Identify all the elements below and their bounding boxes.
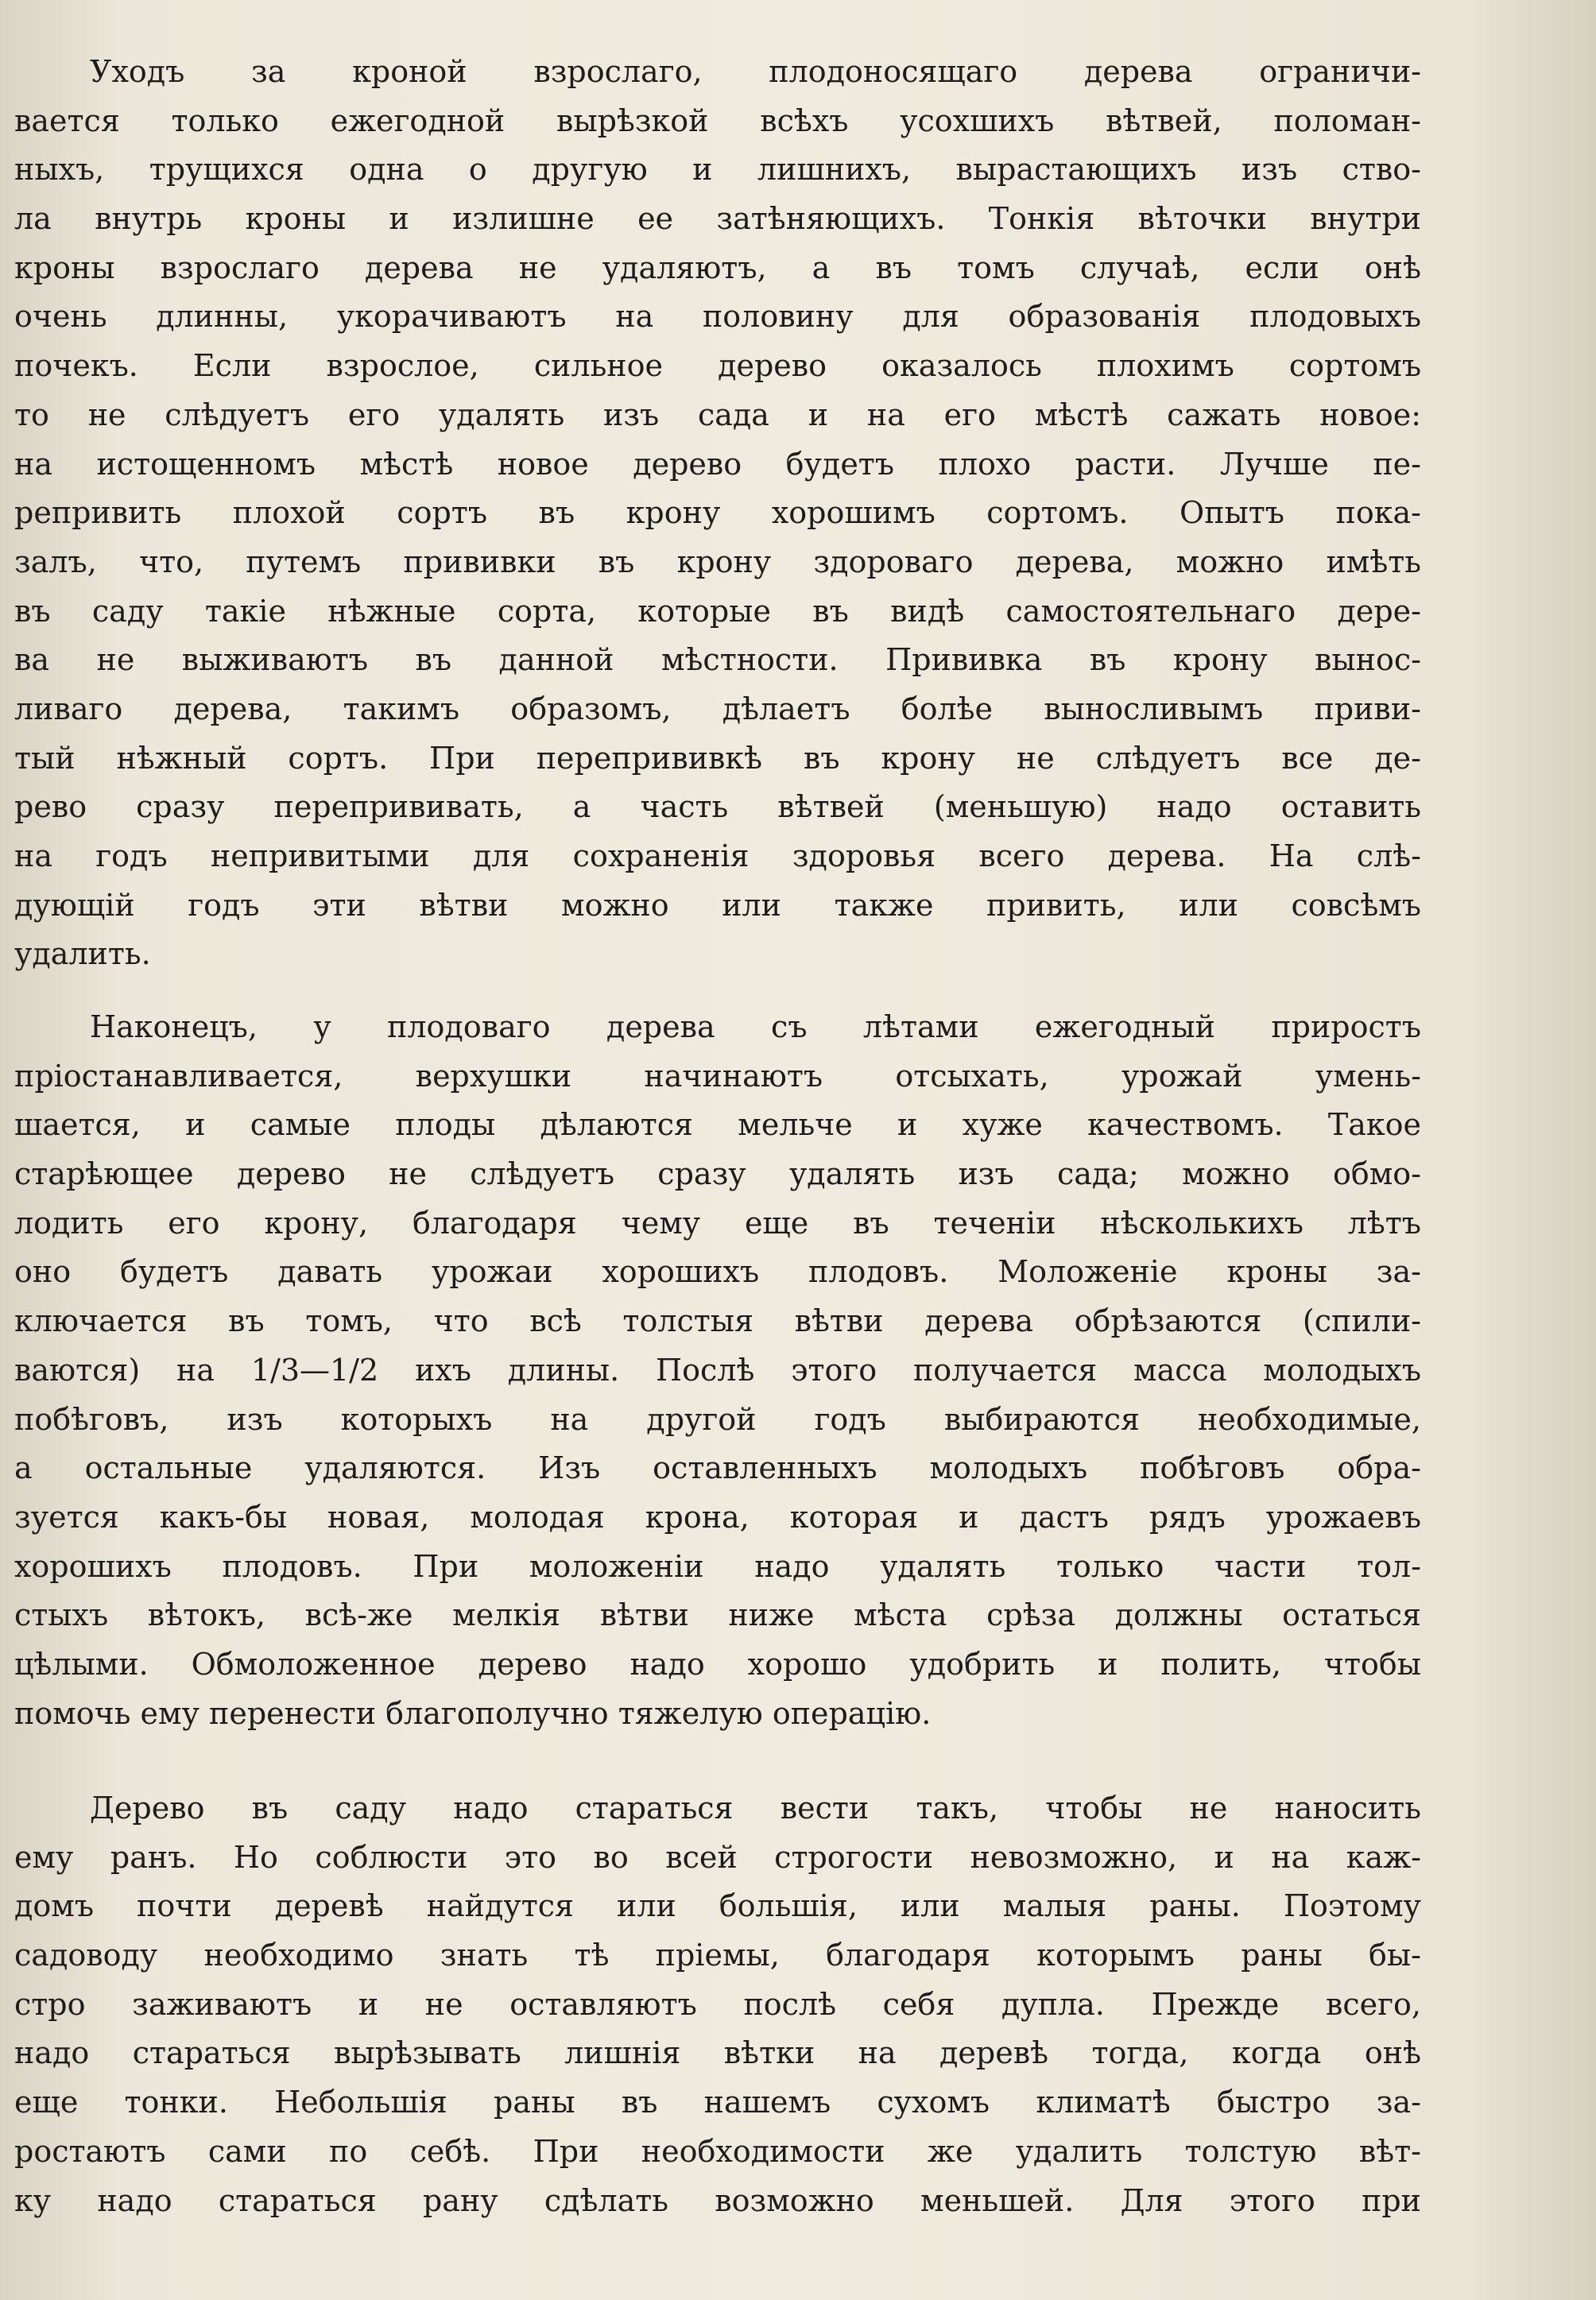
text-line: домъ почти деревѣ найдутся или большія, или малыя раны. Поэтому — [14, 1888, 1421, 1924]
text-line: еще тонки. Небольшія раны въ нашемъ сухомъ климатѣ быстро за- — [14, 2085, 1421, 2120]
text-line: помочь ему перенести благополучно тяжелую операцію. — [14, 1695, 932, 1731]
paragraph-wounds — [14, 1784, 1421, 2225]
text-line: ваются) на 1/3—1/2 ихъ длины. Послѣ этого получается масса молодыхъ — [14, 1352, 1421, 1388]
text-line: почекъ. Если взрослое, сильное дерево оказалось плохимъ сортомъ — [14, 348, 1421, 384]
text-line: удалить. — [14, 936, 151, 972]
text-line: старѣющее дерево не слѣдуетъ сразу удалять изъ сада; можно обмо- — [14, 1156, 1421, 1192]
text-line: ключается въ томъ, что всѣ толстыя вѣтви дерева обрѣзаются (спили- — [14, 1303, 1421, 1339]
text-line: Наконецъ, у плодоваго дерева съ лѣтами ежегодный приростъ — [90, 1009, 1421, 1044]
text-line: на годъ непривитыми для сохраненія здоровья всего дерева. На слѣ- — [14, 838, 1421, 873]
text-line: рево сразу перепрививать, а часть вѣтвей (меньшую) надо оставить — [14, 789, 1421, 825]
text-line: то не слѣдуетъ его удалять изъ сада и на его мѣстѣ сажать новое: — [14, 397, 1421, 432]
text-line: тый нѣжный сортъ. При перепрививкѣ въ крону не слѣдуетъ все де- — [14, 740, 1421, 776]
text-line: репривить плохой сортъ въ крону хорошимъ сортомъ. Опытъ пока- — [14, 495, 1421, 531]
paragraph-crown-care — [14, 48, 1421, 979]
text-line: кроны взрослаго дерева не удаляютъ, а въ томъ случаѣ, если онѣ — [14, 250, 1421, 285]
text-line: побѣговъ, изъ которыхъ на другой годъ выбираются необходимые, — [14, 1401, 1421, 1437]
paragraph-rejuvenation — [14, 1003, 1421, 1738]
text-line: ва не выживаютъ въ данной мѣстности. Прививка въ крону вынос- — [14, 642, 1421, 678]
text-line: ку надо стараться рану сдѣлать возможно меньшей. Для этого при — [14, 2182, 1421, 2218]
text-line: а остальные удаляются. Изъ оставленныхъ молодыхъ побѣговъ обра- — [14, 1450, 1421, 1486]
text-line: Дерево въ саду надо стараться вести такъ, чтобы не наносить — [90, 1791, 1421, 1826]
text-line: вается только ежегодной вырѣзкой всѣхъ усохшихъ вѣтвей, поломан- — [14, 103, 1421, 138]
text-line: залъ, что, путемъ прививки въ крону здороваго дерева, можно имѣть — [14, 544, 1421, 579]
text-line: хорошихъ плодовъ. При моложеніи надо удалять только части тол- — [14, 1548, 1421, 1584]
text-line: лодить его крону, благодаря чему еще въ теченіи нѣсколькихъ лѣтъ — [14, 1205, 1421, 1241]
text-line: ему ранъ. Но соблюсти это во всей строгости невозможно, и на каж- — [14, 1839, 1421, 1875]
text-line: шается, и самые плоды дѣлаются мельче и хуже качествомъ. Такое — [14, 1107, 1421, 1143]
text-line: садоводу необходимо знать тѣ пріемы, благодаря которымъ раны бы- — [14, 1938, 1421, 1973]
text-line: ла внутрь кроны и излишне ее затѣняющихъ. Тонкія вѣточки внутри — [14, 201, 1421, 237]
text-line: зуется какъ-бы новая, молодая крона, которая и дастъ рядъ урожаевъ — [14, 1499, 1421, 1535]
text-line: стро заживаютъ и не оставляютъ послѣ себя дупла. Прежде всего, — [14, 1986, 1421, 2022]
text-line: цѣлыми. Обмоложенное дерево надо хорошо удобрить и полить, чтобы — [14, 1646, 1421, 1682]
text-line: въ саду такіе нѣжные сорта, которые въ видѣ самостоятельнаго дере- — [14, 593, 1421, 629]
text-line: пріостанавливается, верхушки начинаютъ отсыхать, урожай умень- — [14, 1058, 1421, 1094]
text-line: на истощенномъ мѣстѣ новое дерево будетъ плохо расти. Лучше пе- — [14, 446, 1421, 482]
text-line: ростаютъ сами по себѣ. При необходимости же удалить толстую вѣт- — [14, 2133, 1421, 2169]
text-line: Уходъ за кроной взрослаго, плодоносящаго дерева ограничи- — [90, 54, 1421, 89]
text-line: ныхъ, трущихся одна о другую и лишнихъ, вырастающихъ изъ ство- — [14, 152, 1421, 188]
text-line: очень длинны, укорачиваютъ на половину для образованія плодовыхъ — [14, 299, 1421, 335]
text-line: оно будетъ давать урожаи хорошихъ плодовъ. Моложеніе кроны за- — [14, 1254, 1421, 1290]
text-line: дующій годъ эти вѣтви можно или также привить, или совсѣмъ — [14, 887, 1421, 923]
text-line: надо стараться вырѣзывать лишнія вѣтки на деревѣ тогда, когда онѣ — [14, 2035, 1421, 2071]
text-line: ливаго дерева, такимъ образомъ, дѣлаетъ болѣе выносливымъ приви- — [14, 691, 1421, 726]
text-line: стыхъ вѣтокъ, всѣ-же мелкія вѣтви ниже мѣста срѣза должны остаться — [14, 1597, 1421, 1633]
